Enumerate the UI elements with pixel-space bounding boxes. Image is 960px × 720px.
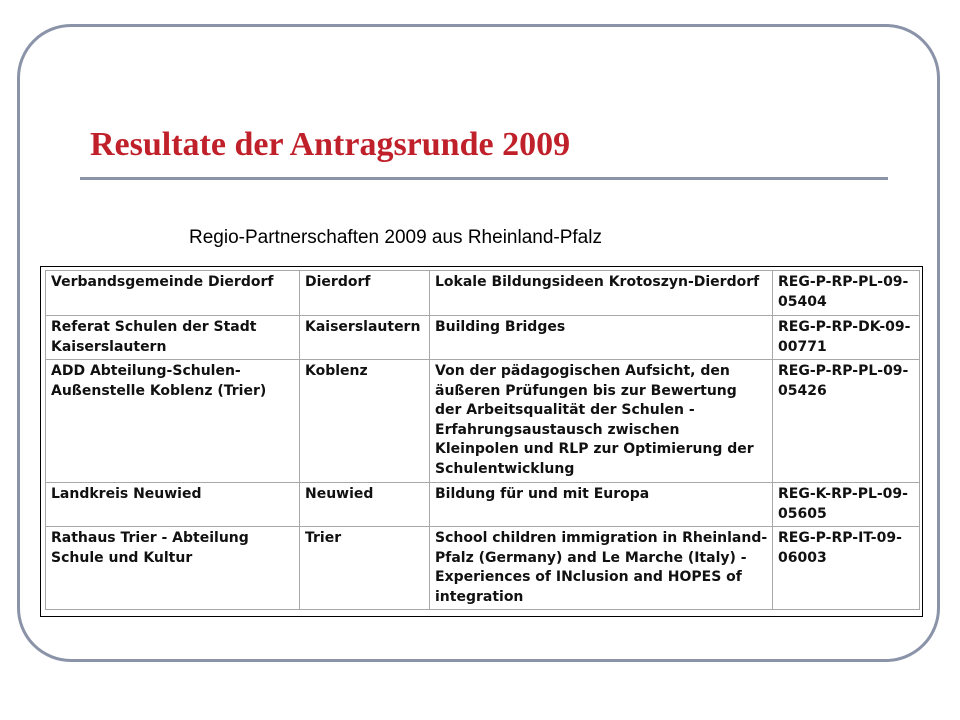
city-cell: Dierdorf	[300, 271, 430, 316]
institution-cell: Verbandsgemeinde Dierdorf	[46, 271, 300, 316]
institution-cell: Landkreis Neuwied	[46, 483, 300, 527]
title-underline	[80, 177, 888, 180]
table-row	[46, 527, 920, 610]
institution-cell: Referat Schulen der Stadt Kaiserslautern	[46, 316, 300, 360]
code-cell: REG-P-RP-PL-09-05426	[773, 360, 920, 483]
project-cell: Building Bridges	[430, 316, 773, 360]
code-cell: REG-P-RP-IT-09-06003	[773, 527, 920, 610]
slide-title: Resultate der Antragsrunde 2009	[90, 126, 571, 163]
code-cell: REG-K-RP-PL-09-05605	[773, 483, 920, 527]
results-table-container	[40, 266, 923, 617]
project-cell: School children immigration in Rheinland-Pfalz (Germany) and Le Marche (Italy) - Experiences of INclusion and HOPES of integration	[430, 527, 773, 610]
city-cell: Koblenz	[300, 360, 430, 483]
institution-cell: ADD Abteilung-Schulen-Außenstelle Koblenz (Trier)	[46, 360, 300, 483]
table-row	[46, 316, 920, 360]
project-cell: Bildung für und mit Europa	[430, 483, 773, 527]
city-cell: Trier	[300, 527, 430, 610]
city-cell: Kaiserslautern	[300, 316, 430, 360]
project-cell: Lokale Bildungsideen Krotoszyn-Dierdorf	[430, 271, 773, 316]
city-cell: Neuwied	[300, 483, 430, 527]
project-cell: Von der pädagogischen Aufsicht, den äußeren Prüfungen bis zur Bewertung der Arbeitsqualität der Schulen - Erfahrungsaustausch zwischen Kleinpolen und RLP zur Optimierung der Schulentwicklung	[430, 360, 773, 483]
institution-cell: Rathaus Trier - Abteilung Schule und Kultur	[46, 527, 300, 610]
table-row	[46, 483, 920, 527]
results-table	[45, 270, 920, 610]
table-row	[46, 360, 920, 483]
code-cell: REG-P-RP-PL-09-05404	[773, 271, 920, 316]
table-row	[46, 271, 920, 316]
table-caption: Regio-Partnerschaften 2009 aus Rheinland-Pfalz	[189, 227, 602, 248]
code-cell: REG-P-RP-DK-09-00771	[773, 316, 920, 360]
